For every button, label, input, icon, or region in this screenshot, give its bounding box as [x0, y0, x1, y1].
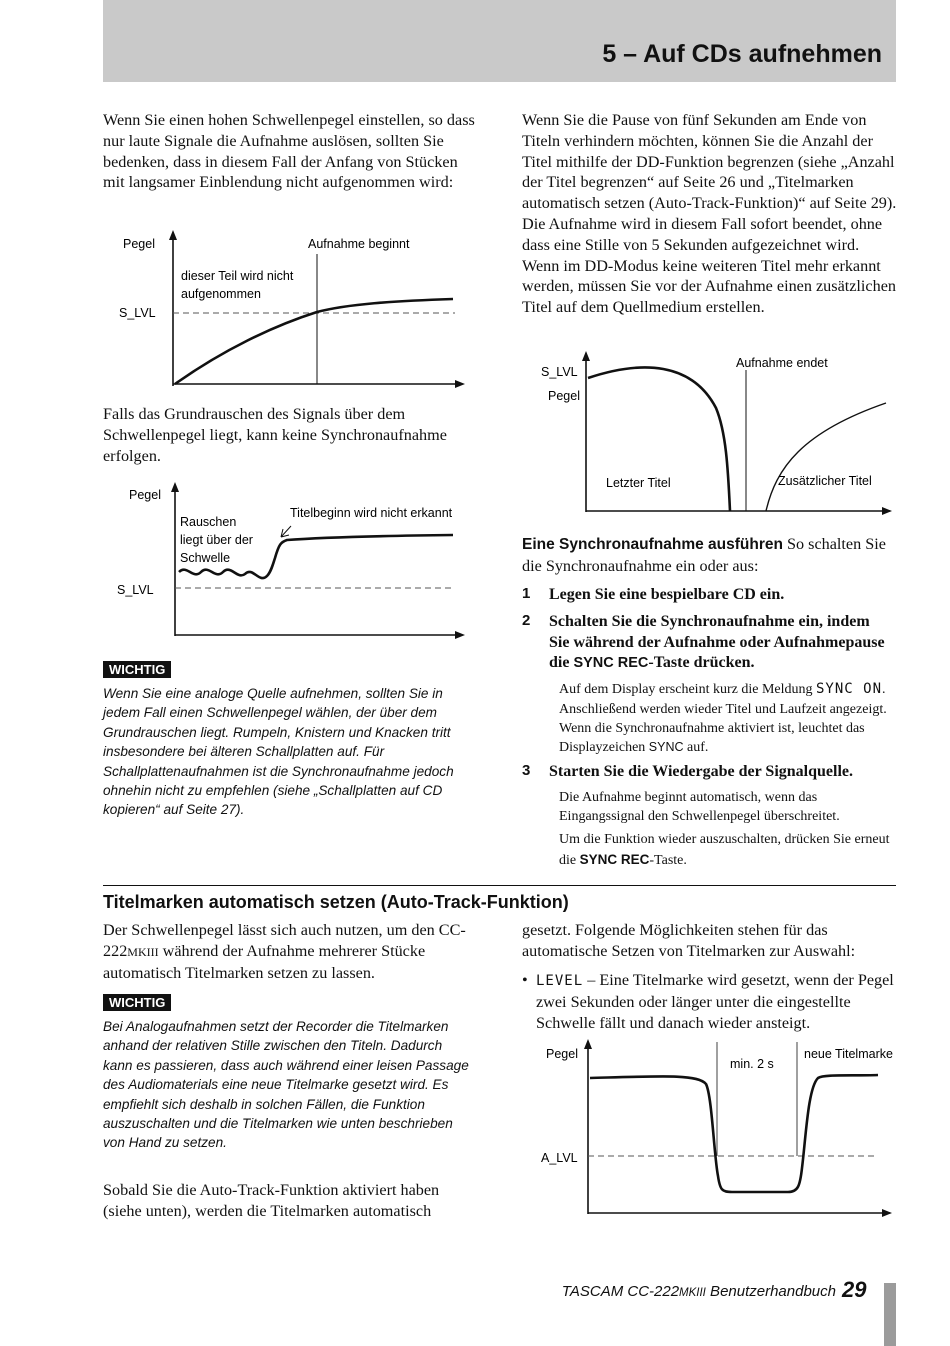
figure-noise-above-threshold [103, 480, 473, 642]
fig1-start-label: Aufnahme beginnt [308, 237, 410, 251]
auto-paragraph-2: Sobald Sie die Auto-Track-Funktion aktiviert haben (siehe unten), werden die Titelmarken automatisch [103, 1181, 440, 1220]
step-3 [522, 762, 894, 783]
fig3-end-label: Aufnahme endet [736, 356, 828, 370]
lcd-sync-on: SYNC ON [816, 681, 883, 698]
fig2-pointer-arrow [281, 526, 291, 537]
fig1-note-line2: aufgenommen [181, 287, 261, 301]
step-3-number: 3 [522, 761, 531, 779]
fig4-mark-label: neue Titelmarke [804, 1047, 893, 1061]
fig1-signal-curve [175, 299, 453, 384]
sync-intro [522, 534, 894, 577]
fig2-slvl-label: S_LVL [117, 583, 154, 597]
figure-auto-track-level [522, 1036, 898, 1220]
fig4-signal-curve [590, 1075, 878, 1192]
sync-steps [522, 585, 894, 870]
sync-rec-key-label-2: SYNC REC [579, 851, 650, 867]
fig3-pegel-label: Pegel [548, 389, 580, 403]
fig2-title-note: Titelbeginn wird nicht erkannt [290, 506, 453, 520]
step-2-text: Schalten Sie die Synchronaufnahme ein, indem Sie während der Aufnahme oder Aufnahmepause die SYNC REC-Taste drücken. [549, 612, 885, 672]
page-section-title: 5 – Auf CDs aufnehmen [602, 40, 882, 68]
fig1-note-line1: dieser Teil wird nicht [181, 269, 294, 283]
fig3-extra-title-curve [766, 403, 886, 511]
fig4-min-label: min. 2 s [730, 1057, 774, 1071]
fig3-last-title-label: Letzter Titel [606, 476, 671, 490]
figure-recording-end [522, 348, 898, 518]
step-2-number: 2 [522, 611, 531, 629]
step-3-detail-1: Die Aufnahme beginnt automatisch, wenn das Eingangssignal den Schwellenpegel überschreitet. [559, 789, 840, 825]
fig3-slvl-label: S_LVL [541, 365, 578, 379]
auto-right-paragraph: gesetzt. Folgende Möglichkeiten stehen für das automatische Setzen von Titelmarken zur Auswahl: [522, 921, 856, 960]
sync-rec-key-label: SYNC REC [573, 655, 649, 672]
fig2-note-line1: Rauschen [180, 515, 237, 529]
fig4-alvl-label: A_LVL [541, 1151, 578, 1165]
sync-heading: Eine Synchronaufnahme ausführen [522, 536, 783, 553]
step-1 [522, 585, 894, 606]
left-paragraph-1: Wenn Sie einen hohen Schwellenpegel einstellen, so dass nur laute Signale die Aufnahme auslösen, sollten Sie bedenken, dass in diesem Fall der Anfang von Stücken mit langsamer Einblendung nicht aufgenommen wird: [103, 111, 475, 192]
page-edge-tab [884, 1283, 896, 1346]
fig3-extra-title-label: Zusätzlicher Titel [778, 474, 872, 488]
fig1-pegel-label: Pegel [123, 237, 155, 251]
step-2-detail: Auf dem Display erscheint kurz die Meldung SYNC ON. Anschließend werden wieder Titel und Laufzeit angezeigt. Wenn die Synchronaufnahme aktiviert ist, leuchtet das Displayzeichen SYNC auf. [559, 681, 887, 756]
step-3-detail-2: Um die Funktion wieder auszuschalten, drücken Sie erneut die SYNC REC-Taste. [559, 832, 890, 868]
step-2 [522, 612, 894, 674]
bullet-dot: • [522, 971, 528, 989]
step-3-text: Starten Sie die Wiedergabe der Signalquelle. [549, 762, 854, 780]
wichtig-badge-2: WICHTIG [103, 994, 171, 1012]
sync-intro-text: So schalten Sie die Synchronaufnahme ein oder aus: [522, 535, 886, 575]
fig4-pegel-label: Pegel [546, 1047, 578, 1061]
wichtig-note-1: Wenn Sie eine analoge Quelle aufnehmen, sollten Sie in jedem Fall einen Schwellenpegel wählen, der über dem Grundrauschen liegt. Rumpeln, Knistern und Knacken tritt insbesondere bei älteren Schallplatten auf. Für Schallplattenaufnahmen ist die Synchronaufnahme jedoch ohnehin nicht zu empfehlen (siehe „Schallplatten auf CD kopieren“ auf Seite 27). [103, 686, 454, 818]
auto-track-heading: Titelmarken automatisch setzen (Auto-Track-Funktion) [103, 892, 569, 912]
sync-indicator-label: SYNC [648, 740, 684, 755]
wichtig-note-2: Bei Analogaufnahmen setzt der Recorder die Titelmarken anhand der relativen Stille zwischen den Titeln. Dadurch kann es passieren, dass auch während einer leisen Passage des Audiomaterials eine neue Titelmarke gesetzt wird. Es empfiehlt sich deshalb in solchen Fällen, die Funktion auszuschalten und die Titelmarken wie unten beschrieben von Hand zu setzen. [103, 1019, 469, 1151]
fig2-note-line3: Schwelle [180, 551, 231, 565]
left-paragraph-2: Falls das Grundrauschen des Signals über dem Schwellenpegel liegt, kann keine Synchronaufnahme erfolgen. [103, 405, 447, 465]
auto-paragraph-1: Der Schwellenpegel lässt sich auch nutzen, um den CC-222MKIII während der Aufnahme mehrerer Stücke automatisch Titelmarken setzen zu lassen. [103, 921, 466, 982]
footer-model-suffix: MKIII [679, 1287, 706, 1299]
wichtig-badge-1: WICHTIG [103, 661, 171, 679]
right-paragraph-1: Wenn Sie die Pause von fünf Sekunden am Ende von Titeln verhindern möchten, können Sie die Anzahl der Titel mithilfe der DD-Funktion begrenzen (siehe „Anzahl der Titel begrenzen“ auf Seite 26 und „Titelmarken automatisch setzen (Auto-Track-Funktion)“ auf Seite 29). Die Aufnahme wird in diesem Fall sofort beendet, ohne dass eine Stille von 5 Sekunden aufgezeichnet wird. Wenn im DD-Modus keine weiteren Titel mehr erkannt werden, müssen Sie vor der Aufnahme einen zusätzlichen Titel auf dem Quellmedium erstellen. [522, 111, 897, 317]
figure-threshold-fadein [103, 228, 473, 392]
model-suffix: MKIII [127, 944, 159, 959]
fig2-note-line2: liegt über der [180, 533, 253, 547]
bullet-level: • LEVEL – Eine Titelmarke wird gesetzt, wenn der Pegel zwei Sekunden oder länger unter die eingestellte Schwelle fällt und danach wieder ansteigt. [522, 971, 894, 1032]
lcd-level: LEVEL [536, 973, 584, 989]
step-1-text: Legen Sie eine bespielbare CD ein. [549, 586, 785, 603]
step-1-number: 1 [522, 585, 531, 602]
footer-manual-title: TASCAM CC-222MKIII Benutzerhandbuch [561, 1283, 836, 1300]
fig1-slvl-label: S_LVL [119, 306, 156, 320]
section-divider [103, 885, 896, 886]
page-number: 29 [842, 1277, 867, 1302]
fig2-pegel-label: Pegel [129, 488, 161, 502]
